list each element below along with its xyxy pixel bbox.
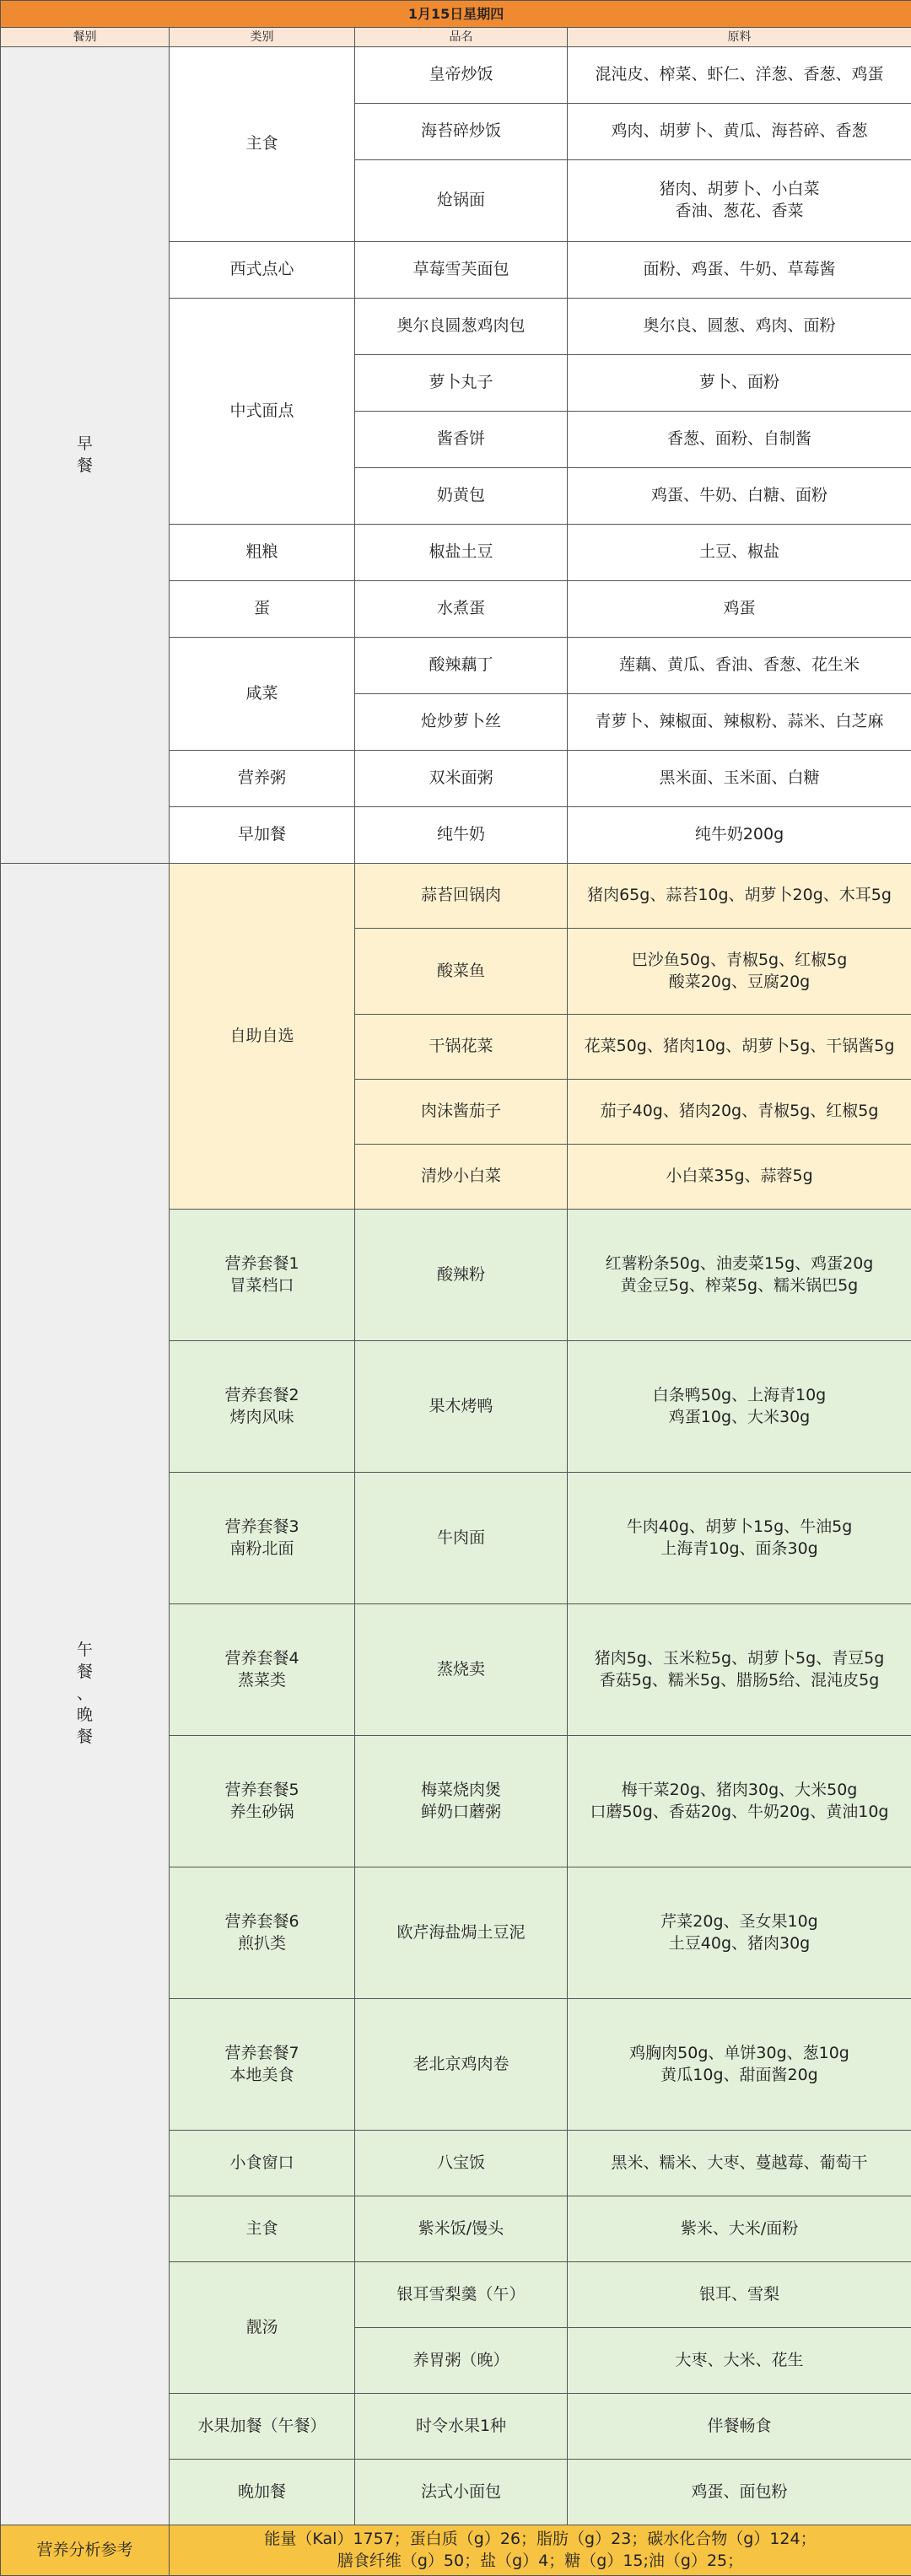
- ingredient-line: 土豆、椒盐: [573, 542, 906, 563]
- category-cell: 蛋: [170, 581, 355, 638]
- ingredients-cell: [568, 1867, 911, 1999]
- dish-name-cell: 炝炒萝卜丝: [355, 694, 568, 751]
- ingredient-line: 莲藕、黄瓜、香油、香葱、花生米: [573, 655, 906, 676]
- ingredient-line: 黑米、糯米、大枣、蔓越莓、葡萄干: [573, 2153, 906, 2175]
- ingredients-cell: [568, 581, 911, 638]
- dish-name-cell: [355, 1604, 568, 1736]
- ingredient-line: 银耳、雪梨: [573, 2284, 906, 2306]
- ingredient-line: 牛肉40g、胡萝卜15g、牛油5g: [573, 1517, 906, 1539]
- table-row: [1, 47, 911, 104]
- ingredient-line: 黄金豆5g、榨菜5g、糯米锅巴5g: [573, 1275, 906, 1297]
- nutrition-line: 膳食纤维（g）50；盐（g）4；糖（g）15;油（g）25；: [175, 2551, 906, 2573]
- ingredient-line: 青萝卜、辣椒面、辣椒粉、蒜米、白芝麻: [573, 711, 906, 733]
- ingredients-cell: [568, 1341, 911, 1473]
- header-row: [1, 28, 911, 47]
- dish-name-cell: 清炒小白菜: [355, 1145, 568, 1210]
- ingredients-cell: [568, 2394, 911, 2460]
- ingredient-line: 酸菜20g、豆腐20g: [573, 972, 906, 994]
- category-line: 养生砂锅: [175, 1802, 349, 1824]
- dish-name-cell: 养胃粥（晚）: [355, 2328, 568, 2394]
- ingredients-cell: [568, 299, 911, 355]
- ingredients-cell: [568, 2262, 911, 2328]
- dish-name-cell: 八宝饭: [355, 2131, 568, 2196]
- meal-char: 餐: [6, 1662, 164, 1684]
- ingredients-cell: [568, 2460, 911, 2525]
- ingredient-line: 鸡胸肉50g、单饼30g、葱10g: [573, 2043, 906, 2065]
- menu-date-title: 1月15日星期四: [1, 1, 911, 28]
- dish-name-cell: [355, 1736, 568, 1867]
- ingredients-cell: [568, 525, 911, 581]
- category-line: 营养套餐5: [175, 1780, 349, 1802]
- dish-name-line: 酸辣粉: [360, 1264, 562, 1286]
- category-cell: [170, 1736, 355, 1867]
- ingredient-line: 上海青10g、面条30g: [573, 1539, 906, 1560]
- dish-name-cell: 法式小面包: [355, 2460, 568, 2525]
- ingredient-line: 鸡蛋、牛奶、白糖、面粉: [573, 485, 906, 507]
- category-line: 煎扒类: [175, 1933, 349, 1955]
- category-cell: 主食: [170, 2196, 355, 2262]
- dish-name-cell: 皇帝炒饭: [355, 47, 568, 104]
- ingredients-cell: [568, 47, 911, 104]
- ingredients-cell: [568, 355, 911, 412]
- ingredients-cell: [568, 1210, 911, 1341]
- dish-name-cell: [355, 1867, 568, 1999]
- ingredients-cell: [568, 412, 911, 468]
- ingredient-line: 猪肉5g、玉米粒5g、胡萝卜5g、青豆5g: [573, 1648, 906, 1670]
- nutrition-label: 营养分析参考: [1, 2525, 170, 2576]
- ingredient-line: 鸡蛋10g、大米30g: [573, 1407, 906, 1429]
- title-row: [1, 1, 911, 28]
- dish-name-cell: [355, 1341, 568, 1473]
- category-line: 营养套餐4: [175, 1648, 349, 1670]
- category-cell: [170, 1210, 355, 1341]
- category-line: 本地美食: [175, 2065, 349, 2087]
- meal-char: 午: [6, 1640, 164, 1662]
- category-cell: 营养粥: [170, 751, 355, 807]
- ingredient-line: 纯牛奶200g: [573, 824, 906, 846]
- dish-name-cell: 酸辣藕丁: [355, 638, 568, 694]
- dish-name-cell: 干锅花菜: [355, 1015, 568, 1080]
- category-cell: [170, 1341, 355, 1473]
- ingredients-cell: [568, 638, 911, 694]
- header-ingredients: 原料: [568, 28, 911, 47]
- dish-name-line: 欧芹海盐焗土豆泥: [360, 1922, 562, 1944]
- ingredient-line: 红薯粉条50g、油麦菜15g、鸡蛋20g: [573, 1253, 906, 1275]
- ingredients-cell: [568, 104, 911, 160]
- ingredient-line: 口蘑50g、香菇20g、牛奶20g、黄油10g: [573, 1802, 906, 1824]
- ingredient-line: 芹菜20g、圣女果10g: [573, 1911, 906, 1933]
- dish-name-cell: 时令水果1种: [355, 2394, 568, 2460]
- category-cell: 中式面点: [170, 299, 355, 525]
- ingredient-line: 猪肉65g、蒜苔10g、胡萝卜20g、木耳5g: [573, 885, 906, 907]
- ingredient-line: 伴餐畅食: [573, 2416, 906, 2438]
- ingredient-line: 鸡蛋: [573, 598, 906, 620]
- ingredients-cell: [568, 160, 911, 242]
- dish-name-cell: [355, 1210, 568, 1341]
- ingredients-cell: [568, 1604, 911, 1736]
- category-cell: 晚加餐: [170, 2460, 355, 2525]
- dish-name-line: 老北京鸡肉卷: [360, 2054, 562, 2076]
- ingredients-cell: [568, 1473, 911, 1604]
- ingredients-cell: [568, 864, 911, 929]
- ingredient-line: 奥尔良、圆葱、鸡肉、面粉: [573, 315, 906, 337]
- header-dish-name: 品名: [355, 28, 568, 47]
- ingredients-cell: [568, 1145, 911, 1210]
- category-cell: 小食窗口: [170, 2131, 355, 2196]
- meal-char: 、: [6, 1684, 164, 1706]
- ingredients-cell: [568, 694, 911, 751]
- ingredients-cell: [568, 242, 911, 299]
- dish-name-cell: 奥尔良圆葱鸡肉包: [355, 299, 568, 355]
- ingredient-line: 紫米、大米/面粉: [573, 2218, 906, 2240]
- nutrition-line: 能量（Kal）1757；蛋白质（g）26；脂肪（g）23；碳水化合物（g）124；: [175, 2529, 906, 2551]
- category-cell: 自助自选: [170, 864, 355, 1210]
- dish-name-cell: 双米面粥: [355, 751, 568, 807]
- dish-name-cell: 炝锅面: [355, 160, 568, 242]
- nutrition-row: [1, 2525, 911, 2576]
- ingredients-cell: [568, 468, 911, 525]
- category-cell: 咸菜: [170, 638, 355, 751]
- ingredient-line: 萝卜、面粉: [573, 372, 906, 394]
- dish-name-cell: 酸菜鱼: [355, 929, 568, 1015]
- category-cell: 水果加餐（午餐）: [170, 2394, 355, 2460]
- category-line: 营养套餐7: [175, 2043, 349, 2065]
- category-cell: 靓汤: [170, 2262, 355, 2394]
- dish-name-cell: [355, 1999, 568, 2131]
- meal-breakfast: [1, 47, 170, 864]
- dish-name-cell: 酱香饼: [355, 412, 568, 468]
- dish-name-line: 果木烤鸭: [360, 1396, 562, 1418]
- category-cell: 主食: [170, 47, 355, 242]
- ingredient-line: 混沌皮、榨菜、虾仁、洋葱、香葱、鸡蛋: [573, 64, 906, 86]
- category-line: 烤肉风味: [175, 1407, 349, 1429]
- ingredients-cell: [568, 2131, 911, 2196]
- ingredient-line: 鸡蛋、面包粉: [573, 2482, 906, 2503]
- ingredient-line: 黑米面、玉米面、白糖: [573, 768, 906, 790]
- ingredients-cell: [568, 751, 911, 807]
- category-line: 营养套餐3: [175, 1517, 349, 1539]
- ingredient-line: 黄瓜10g、甜面酱20g: [573, 2065, 906, 2087]
- category-line: 营养套餐1: [175, 1253, 349, 1275]
- ingredient-line: 小白菜35g、蒜蓉5g: [573, 1166, 906, 1188]
- dish-name-line: 梅菜烧肉煲: [360, 1780, 562, 1802]
- category-line: 营养套餐6: [175, 1911, 349, 1933]
- ingredient-line: 香葱、面粉、自制酱: [573, 428, 906, 450]
- dish-name-cell: 蒜苔回锅肉: [355, 864, 568, 929]
- meal-char: 晚: [6, 1705, 164, 1727]
- dish-name-cell: 海苔碎炒饭: [355, 104, 568, 160]
- ingredient-line: 土豆40g、猪肉30g: [573, 1933, 906, 1955]
- ingredient-line: 香菇5g、糯米5g、腊肠5给、混沌皮5g: [573, 1670, 906, 1692]
- ingredient-line: 梅干菜20g、猪肉30g、大米50g: [573, 1780, 906, 1802]
- dish-name-cell: 萝卜丸子: [355, 355, 568, 412]
- dish-name-cell: 银耳雪梨羹（午）: [355, 2262, 568, 2328]
- ingredients-cell: [568, 2196, 911, 2262]
- category-cell: [170, 1473, 355, 1604]
- ingredient-line: 大枣、大米、花生: [573, 2350, 906, 2372]
- ingredients-cell: [568, 2328, 911, 2394]
- category-cell: 粗粮: [170, 525, 355, 581]
- ingredients-cell: [568, 1999, 911, 2131]
- table-row: [1, 864, 911, 929]
- meal-char: 餐: [6, 455, 164, 477]
- ingredients-cell: [568, 1736, 911, 1867]
- category-line: 南粉北面: [175, 1539, 349, 1560]
- ingredient-line: 猪肉、胡萝卜、小白菜: [573, 179, 906, 201]
- dish-name-cell: 肉沫酱茄子: [355, 1080, 568, 1145]
- ingredient-line: 面粉、鸡蛋、牛奶、草莓酱: [573, 259, 906, 281]
- category-cell: 早加餐: [170, 807, 355, 864]
- category-cell: 西式点心: [170, 242, 355, 299]
- ingredients-cell: [568, 807, 911, 864]
- dish-name-cell: 水煮蛋: [355, 581, 568, 638]
- ingredients-cell: [568, 1080, 911, 1145]
- meal-char: 早: [6, 434, 164, 455]
- category-cell: [170, 1867, 355, 1999]
- ingredient-line: 鸡肉、胡萝卜、黄瓜、海苔碎、香葱: [573, 121, 906, 143]
- ingredient-line: 巴沙鱼50g、青椒5g、红椒5g: [573, 950, 906, 972]
- dish-name-line: 蒸烧卖: [360, 1659, 562, 1681]
- category-cell: [170, 1999, 355, 2131]
- dish-name-cell: 椒盐土豆: [355, 525, 568, 581]
- meal-char: 餐: [6, 1727, 164, 1749]
- dish-name-cell: [355, 1473, 568, 1604]
- dish-name-line: 牛肉面: [360, 1528, 562, 1549]
- nutrition-values: [170, 2525, 911, 2576]
- dish-name-cell: 纯牛奶: [355, 807, 568, 864]
- category-line: 蒸菜类: [175, 1670, 349, 1692]
- header-meal: 餐别: [1, 28, 170, 47]
- dish-name-cell: 奶黄包: [355, 468, 568, 525]
- menu-body: [1, 1, 911, 2576]
- ingredient-line: 香油、葱花、香菜: [573, 201, 906, 223]
- header-category: 类别: [170, 28, 355, 47]
- ingredient-line: 白条鸭50g、上海青10g: [573, 1385, 906, 1407]
- ingredient-line: 花菜50g、猪肉10g、胡萝卜5g、干锅酱5g: [573, 1036, 906, 1058]
- ingredient-line: 茄子40g、猪肉20g、青椒5g、红椒5g: [573, 1101, 906, 1123]
- dish-name-line: 鲜奶口蘑粥: [360, 1802, 562, 1824]
- ingredients-cell: [568, 929, 911, 1015]
- dish-name-cell: 紫米饭/馒头: [355, 2196, 568, 2262]
- category-cell: [170, 1604, 355, 1736]
- category-line: 营养套餐2: [175, 1385, 349, 1407]
- dish-name-cell: 草莓雪芙面包: [355, 242, 568, 299]
- meal-lunch-dinner: [1, 864, 170, 2525]
- ingredients-cell: [568, 1015, 911, 1080]
- category-line: 冒菜档口: [175, 1275, 349, 1297]
